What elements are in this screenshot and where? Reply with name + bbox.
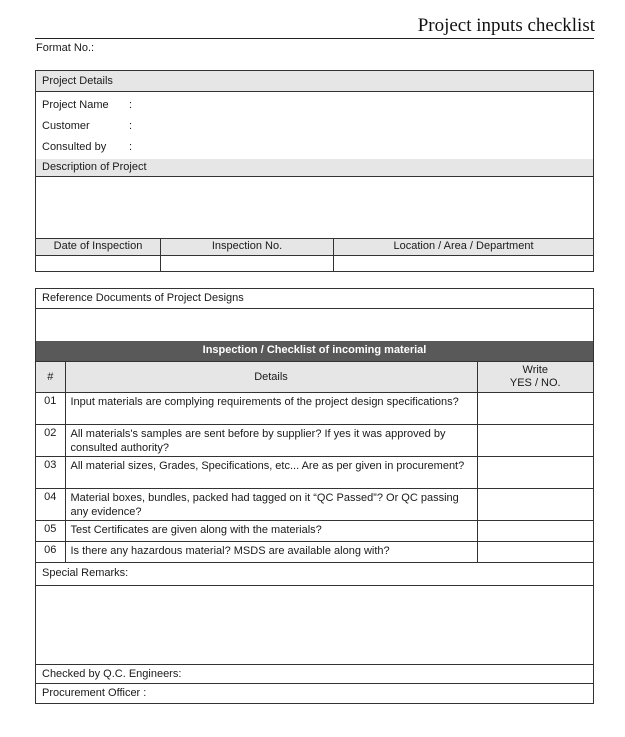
reference-header xyxy=(36,289,593,309)
customer-field[interactable] xyxy=(42,120,133,132)
table-row xyxy=(36,521,593,542)
item-number: 03 xyxy=(36,457,65,489)
procurement-officer-row[interactable] xyxy=(36,684,593,703)
date-of-inspection-cell[interactable] xyxy=(36,256,161,271)
inspection-no-header: Inspection No. xyxy=(161,239,334,255)
description-area[interactable] xyxy=(36,177,593,239)
num-header: # xyxy=(36,362,65,393)
special-remarks-header xyxy=(36,562,593,586)
special-remarks-label: Special Remarks: xyxy=(42,567,129,579)
item-details: All materials's samples are sent before by supplier? If yes it was approved by consulted authority? xyxy=(65,425,477,457)
consulted-by-label: Consulted by xyxy=(42,141,107,153)
description-header xyxy=(36,159,593,177)
title-divider xyxy=(35,38,594,39)
item-details: All material sizes, Grades, Specifications, etc... Are as per given in procurement? xyxy=(65,457,477,489)
item-details: Input materials are complying requirements of the project design specifications? xyxy=(65,393,477,425)
yes-no-cell[interactable] xyxy=(477,542,593,563)
format-number-label: Format No.: xyxy=(36,42,95,54)
project-name-colon: : xyxy=(129,99,133,111)
project-name-field[interactable] xyxy=(42,99,133,111)
reference-label: Reference Documents of Project Designs xyxy=(42,292,244,304)
table-row xyxy=(36,393,593,425)
yes-no-cell[interactable] xyxy=(477,393,593,425)
item-number: 06 xyxy=(36,542,65,563)
yes-no-cell[interactable] xyxy=(477,489,593,521)
customer-colon: : xyxy=(129,120,133,132)
item-details: Is there any hazardous material? MSDS are available along with? xyxy=(65,542,477,563)
description-label: Description of Project xyxy=(42,161,147,173)
yes-no-cell[interactable] xyxy=(477,425,593,457)
write-header-line1: Write xyxy=(522,364,548,376)
item-number: 04 xyxy=(36,489,65,521)
table-row xyxy=(36,425,593,457)
project-details-box xyxy=(35,70,594,272)
location-cell[interactable] xyxy=(334,256,593,271)
item-details: Test Certificates are given along with the materials? xyxy=(65,521,477,542)
inspection-no-cell[interactable] xyxy=(161,256,334,271)
item-number: 05 xyxy=(36,521,65,542)
table-row xyxy=(36,457,593,489)
reference-area[interactable] xyxy=(36,309,593,341)
item-number: 02 xyxy=(36,425,65,457)
item-details: Material boxes, bundles, packed had tagged on it “QC Passed”? Or QC passing any evidence? xyxy=(65,489,477,521)
item-number: 01 xyxy=(36,393,65,425)
inspection-columns-values xyxy=(36,256,593,271)
customer-label: Customer xyxy=(42,120,90,132)
project-details-header xyxy=(36,71,593,92)
checklist-header-row xyxy=(36,362,593,393)
procurement-officer-label: Procurement Officer : xyxy=(42,687,147,699)
checklist-table xyxy=(36,361,593,563)
project-name-label: Project Name xyxy=(42,99,109,111)
yes-no-cell[interactable] xyxy=(477,457,593,489)
consulted-by-field[interactable] xyxy=(42,141,133,153)
checked-by-row[interactable] xyxy=(36,665,593,684)
details-header: Details xyxy=(65,362,477,393)
yes-no-cell[interactable] xyxy=(477,521,593,542)
project-details-label: Project Details xyxy=(42,75,113,87)
write-header xyxy=(477,362,593,393)
checklist-box xyxy=(35,288,594,704)
page-title: Project inputs checklist xyxy=(417,15,595,36)
special-remarks-area[interactable] xyxy=(36,586,593,665)
inspection-columns-header xyxy=(36,239,593,256)
table-row xyxy=(36,542,593,563)
location-header: Location / Area / Department xyxy=(393,240,534,252)
write-header-line2: YES / NO. xyxy=(509,377,561,389)
table-row xyxy=(36,489,593,521)
checklist-title: Inspection / Checklist of incoming material xyxy=(36,341,593,361)
date-of-inspection-header: Date of Inspection xyxy=(36,239,161,255)
consulted-by-colon: : xyxy=(129,141,133,153)
checked-by-label: Checked by Q.C. Engineers: xyxy=(42,668,182,680)
